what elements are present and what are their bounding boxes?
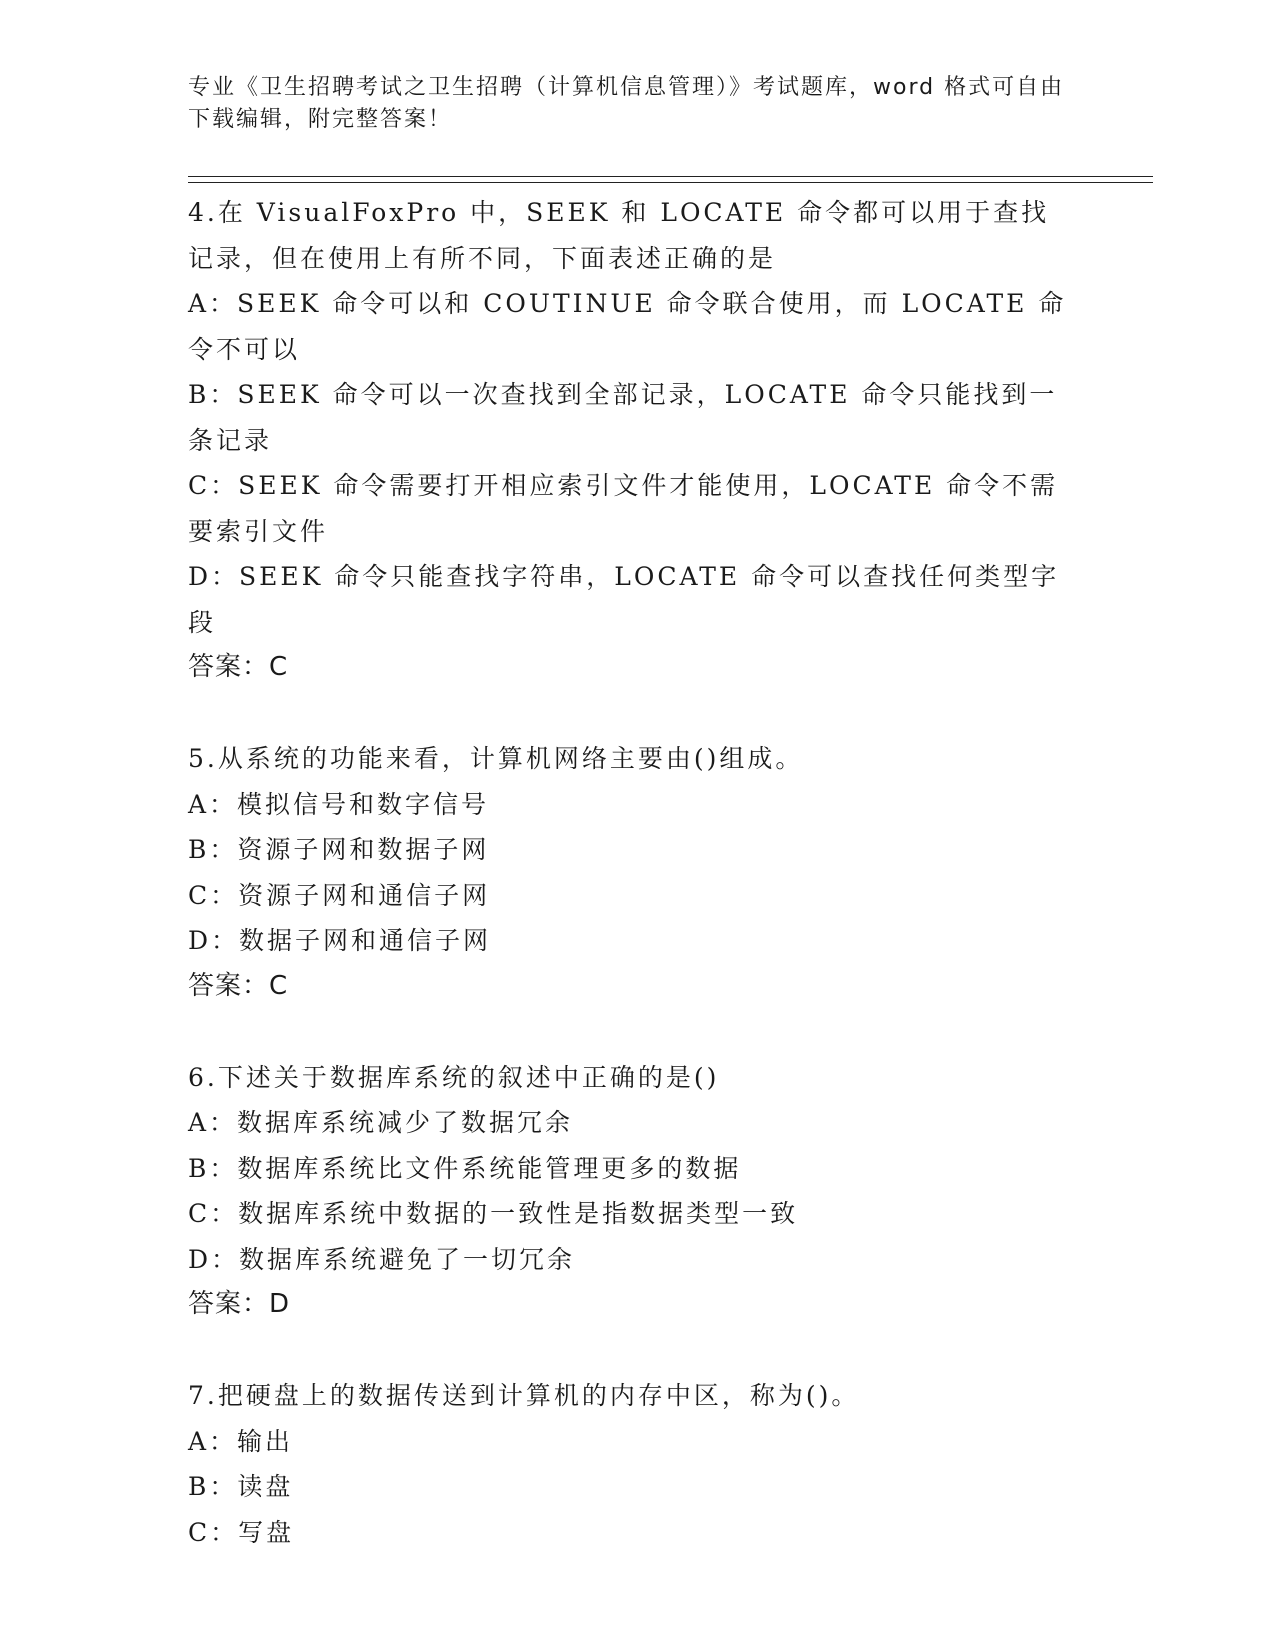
question-5 [188,736,1068,1009]
question-7 [188,1373,1068,1555]
option-d: D：SEEK 命令只能查找字符串，LOCATE 命令可以查找任何类型字段 [188,562,1060,637]
question-list [188,190,1068,1601]
option-c: C：SEEK 命令需要打开相应索引文件才能使用，LOCATE 命令不需要索引文件 [188,471,1059,546]
question-stem: 5.从系统的功能来看，计算机网络主要由()组成。 [188,744,804,773]
option-b: B：数据库系统比文件系统能管理更多的数据 [188,1153,742,1183]
header-divider-top [188,176,1153,177]
option-b: B：读盘 [188,1472,294,1501]
option-c: C：数据库系统中数据的一致性是指数据类型一致 [188,1199,799,1228]
option-c: C：资源子网和通信子网 [188,880,491,910]
document-header: 专业《卫生招聘考试之卫生招聘（计算机信息管理）》考试题库，word 格式可自由下载编辑，附完整答案！ [188,75,1065,132]
option-a: A：SEEK 命令可以和 COUTINUE 命令联合使用，而 LOCATE 命令不可以 [188,289,1067,364]
question-stem: 7.把硬盘上的数据传送到计算机的内存中区，称为()。 [188,1381,860,1410]
option-a: A：数据库系统减少了数据冗余 [188,1108,574,1137]
option-a: A：输出 [188,1426,294,1456]
question-6 [188,1055,1068,1328]
option-d: D：数据子网和通信子网 [188,926,492,955]
question-4 [188,190,1068,691]
question-stem: 6.下述关于数据库系统的叙述中正确的是() [188,1062,720,1092]
answer: 答案：C [188,652,289,682]
header-divider-bottom [188,182,1153,183]
option-a: A：模拟信号和数字信号 [188,789,490,819]
question-stem: 4.在 VisualFoxPro 中，SEEK 和 LOCATE 命令都可以用于查找记录，但在使用上有所不同，下面表述正确的是 [188,198,1050,273]
option-b: B：资源子网和数据子网 [188,835,490,864]
option-b: B：SEEK 命令可以一次查找到全部记录，LOCATE 命令只能找到一条记录 [188,380,1058,455]
option-c: C：写盘 [188,1517,295,1547]
option-d: D：数据库系统避免了一切冗余 [188,1244,576,1274]
answer: 答案：D [188,1289,291,1319]
answer: 答案：C [188,970,289,1001]
